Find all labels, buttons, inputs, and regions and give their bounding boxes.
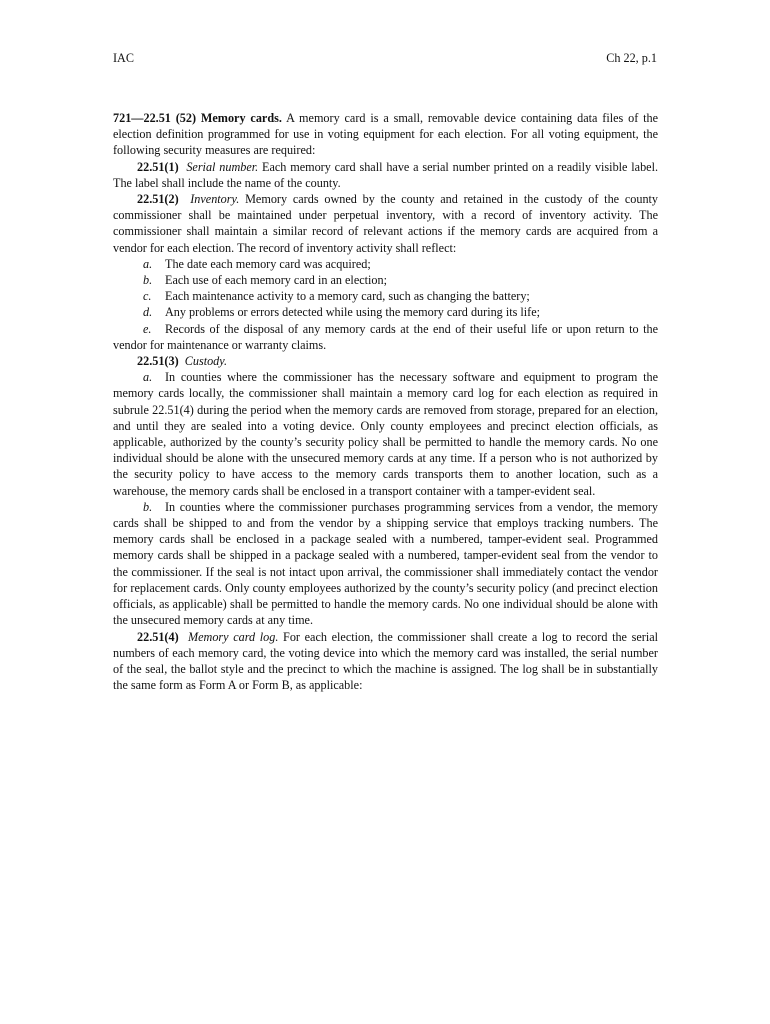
rule-intro-text: A memory card is a small, removable device containing data files of the election definition programmed for use in voting equipment for each election. For all voting equipment, the following security measures are required: — [113, 111, 658, 158]
subrule-4-text: For each election, the commissioner shall create a log to record the serial numbers of each memory card, the voting device into which the memory card was installed, the serial number of the seal, the ballot style and the precinct to which the machine is assigned. The log shall be in substantially the same form as Form A or Form B, as applicable: — [113, 629, 659, 693]
header-page-reference: Ch 22, p.1 — [606, 51, 657, 65]
paragraph-a-label: a. — [143, 370, 153, 385]
paragraph-a-text: In counties where the commissioner has the necessary software and equipment to program the memory cards locally, the commissioner shall maintain a memory card log for each election as required in subrule 22.51(4) during the period when the memory cards are removed from storage, prepared for an election, and until they are sealed into a voting device. Only county employees and precinct election officials, as applicable, authorized by the county’s security policy shall be permitted to handle the memory cards. No one individual should be alone with the unsecured memory cards at any time. If a person who is not authorized by the security policy to have access to the memory cards transports them to another location, such as a warehouse, the memory cards shall be enclosed in a transport container with a tamper-evident seal. — [113, 370, 658, 498]
document-body — [113, 110, 658, 693]
list-item — [113, 256, 658, 272]
subrule-1-paragraph — [113, 159, 658, 191]
subrule-4-number: 22.51(4) — [137, 629, 179, 644]
rule-intro-paragraph — [113, 110, 658, 159]
list-item-text: Any problems or errors detected while using the memory card during its life; — [165, 305, 541, 320]
subrule-4-paragraph — [113, 629, 658, 694]
subrule-2-title: Inventory. — [190, 192, 240, 207]
list-item-label: e. — [143, 321, 152, 336]
subrule-3-paragraph-a — [113, 369, 658, 499]
list-item-label: a. — [143, 256, 153, 271]
list-item-text: The date each memory card was acquired; — [165, 256, 371, 271]
subrule-3-paragraph-b — [113, 499, 658, 629]
list-item-label: b. — [143, 273, 153, 288]
subrule-3-title: Custody. — [184, 354, 228, 369]
paragraph-b-text: In counties where the commissioner purchases programming services from a vendor, the memory cards shall be shipped to and from the vendor by a shipping service that employs tracking numbers. The memory cards shall be enclosed in a package sealed with a numbered, tamper-evident seal. Programmed memory cards shall be shipped in a package sealed with a numbered, tamper-evident seal from the vendor to the commissioner. If the seal is not intact upon arrival, the commissioner shall immediately contact the vendor for replacement cards. Only county employees authorized by the county’s security policy (and precinct election officials, as applicable) shall be permitted to handle the memory cards. No one individual should be alone with the unsecured memory cards at any time. — [113, 499, 658, 628]
subrule-3-number: 22.51(3) — [137, 354, 179, 369]
subrule-4-title: Memory card log. — [187, 629, 279, 644]
list-item — [113, 321, 658, 353]
list-item-text: Each maintenance activity to a memory card, such as changing the battery; — [165, 289, 530, 304]
list-item — [113, 304, 658, 320]
list-item-text: Each use of each memory card in an election; — [165, 273, 387, 288]
subrule-2-number: 22.51(2) — [137, 192, 179, 207]
subrule-1-text: Each memory card shall have a serial number printed on a readily visible label. The label shall include the name of the county. — [113, 159, 659, 190]
list-item-label: c. — [143, 289, 152, 304]
rule-number: 721—22.51 (52) Memory cards. — [113, 111, 282, 125]
subrule-2-paragraph — [113, 191, 658, 256]
subrule-1-title: Serial number. — [186, 159, 259, 174]
list-item-label: d. — [143, 305, 153, 320]
list-item-text: Records of the disposal of any memory cards at the end of their useful life or upon return to the vendor for maintenance or warranty claims. — [113, 321, 658, 352]
paragraph-b-label: b. — [143, 499, 153, 514]
subrule-2-text: Memory cards owned by the county and retained in the custody of the county commissioner shall be maintained under perpetual inventory, with a record of inventory activity. The commissioner shall maintain a similar record of relevant actions if the memory cards are acquired from a vendor for each election. The record of inventory activity shall reflect: — [113, 192, 659, 255]
subrule-1-number: 22.51(1) — [137, 159, 179, 174]
list-item — [113, 272, 658, 288]
subrule-3-heading — [113, 353, 658, 369]
list-item — [113, 288, 658, 304]
header-left-label: IAC — [113, 51, 134, 65]
page-header — [113, 51, 657, 67]
